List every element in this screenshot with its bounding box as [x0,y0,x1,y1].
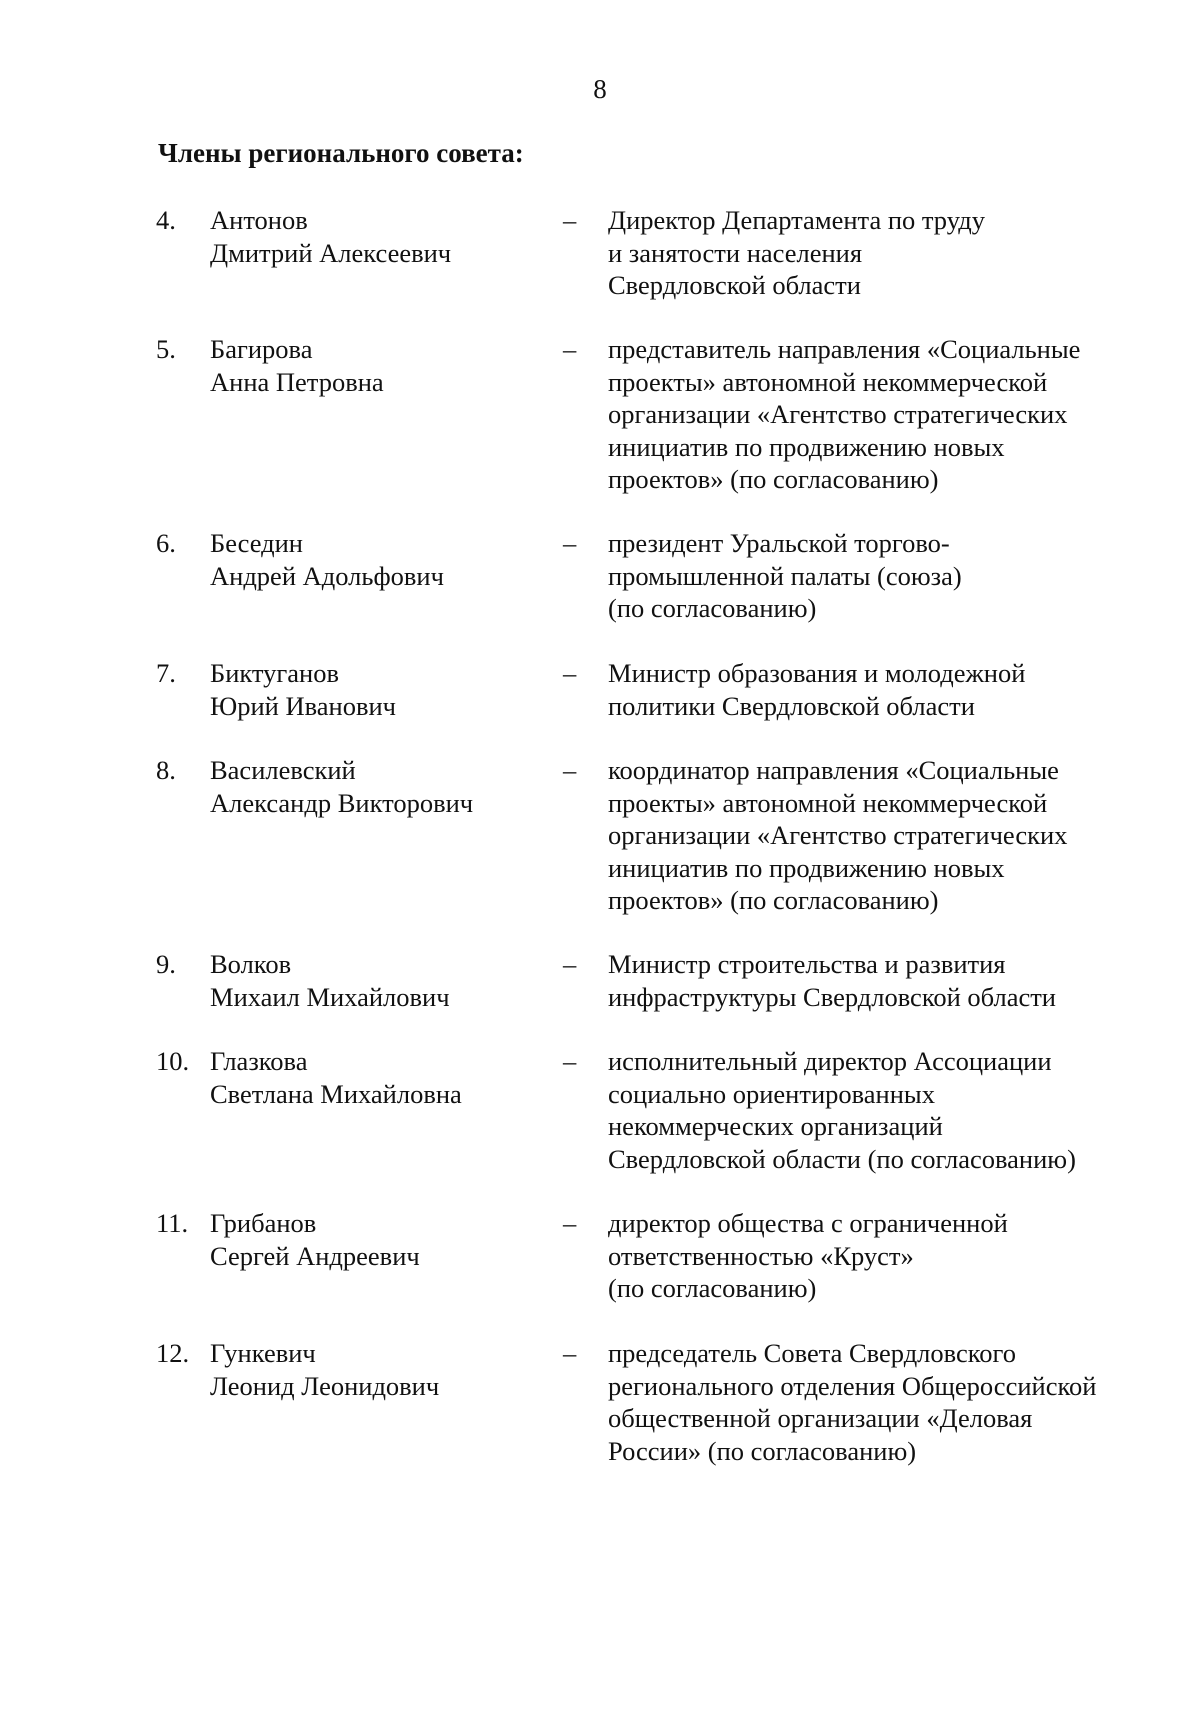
role-line: Министр образования и молодежной [608,658,1026,688]
member-name [210,1045,540,1110]
member-given-names: Леонид Леонидович [210,1370,440,1401]
member-number: 10. [156,1046,190,1076]
member-surname: Грибанов [210,1208,317,1238]
member-surname: Антонов [210,205,308,235]
role-line: Свердловской области [608,270,861,300]
member-number: 5. [156,334,176,364]
dash-separator: – [563,205,577,235]
role-line: ответственностью «Круст» [608,1240,914,1271]
member-number: 8. [156,755,176,785]
member-name [210,948,540,1013]
role-line: политики Свердловской области [608,690,975,721]
member-name [210,527,540,592]
member-number: 9. [156,949,176,979]
member-role [608,1045,1148,1175]
member-given-names: Александр Викторович [210,787,474,818]
member-number: 6. [156,528,176,558]
member-surname: Биктуганов [210,658,339,688]
role-line: инициатив по продвижению новых [608,852,1005,883]
member-given-names: Светлана Михайловна [210,1078,462,1109]
member-role [608,1207,1148,1305]
dash-separator: – [563,949,577,979]
member-name [210,1337,540,1402]
member-role [608,204,1148,302]
dash-separator: – [563,658,577,688]
dash-separator: – [563,1208,577,1238]
role-line: представитель направления «Социальные [608,334,1081,364]
role-line: инфраструктуры Свердловской области [608,981,1056,1012]
role-line: некоммерческих организаций [608,1111,943,1141]
role-line: регионального отделения Общероссийской [608,1370,1097,1401]
role-line: координатор направления «Социальные [608,755,1059,785]
role-line: Министр строительства и развития [608,949,1006,979]
role-line: президент Уральской торгово- [608,528,950,558]
member-surname: Волков [210,949,292,979]
member-given-names: Сергей Андреевич [210,1240,420,1271]
member-number: 11. [156,1208,189,1238]
member-name [210,657,540,722]
member-name [210,333,540,398]
role-line: России» (по согласованию) [608,1435,917,1466]
member-number: 7. [156,658,176,688]
role-line: общественной организации «Деловая [608,1403,1033,1433]
member-surname: Василевский [210,755,356,785]
member-role [608,333,1148,496]
role-line: проекты» автономной некоммерческой [608,366,1048,397]
member-given-names: Андрей Адольфович [210,560,444,591]
member-role [608,657,1148,722]
dash-separator: – [563,1338,577,1368]
member-name [210,204,540,269]
role-line: Директор Департамента по труду [608,205,986,235]
member-given-names: Анна Петровна [210,366,384,397]
member-surname: Беседин [210,528,303,558]
role-line: проектов» (по согласованию) [608,464,939,494]
member-name [210,754,540,819]
role-line: (по согласованию) [608,1273,817,1303]
role-line: проектов» (по согласованию) [608,885,939,915]
member-role [608,1337,1148,1467]
role-line: (по согласованию) [608,593,817,623]
role-line: проекты» автономной некоммерческой [608,787,1048,818]
member-given-names: Дмитрий Алексеевич [210,237,452,268]
member-role [608,527,1148,625]
dash-separator: – [563,1046,577,1076]
section-heading: Члены регионального совета: [158,138,524,168]
member-given-names: Михаил Михайлович [210,981,450,1012]
member-number: 4. [156,205,176,235]
member-role [608,754,1148,917]
member-name [210,1207,540,1272]
member-surname: Багирова [210,334,313,364]
member-given-names: Юрий Иванович [210,690,396,721]
role-line: исполнительный директор Ассоциации [608,1046,1052,1076]
role-line: директор общества с ограниченной [608,1208,1008,1238]
role-line: и занятости населения [608,237,863,268]
member-role [608,948,1148,1013]
dash-separator: – [563,528,577,558]
dash-separator: – [563,755,577,785]
role-line: социально ориентированных [608,1078,935,1109]
role-line: организации «Агентство стратегических [608,399,1068,429]
role-line: председатель Совета Свердловского [608,1338,1017,1368]
page-number: 8 [593,74,607,104]
member-surname: Гункевич [210,1338,316,1368]
role-line: Свердловской области (по согласованию) [608,1143,1076,1174]
dash-separator: – [563,334,577,364]
role-line: промышленной палаты (союза) [608,560,962,591]
role-line: инициатив по продвижению новых [608,431,1005,462]
role-line: организации «Агентство стратегических [608,820,1068,850]
member-number: 12. [156,1338,190,1368]
member-surname: Глазкова [210,1046,308,1076]
